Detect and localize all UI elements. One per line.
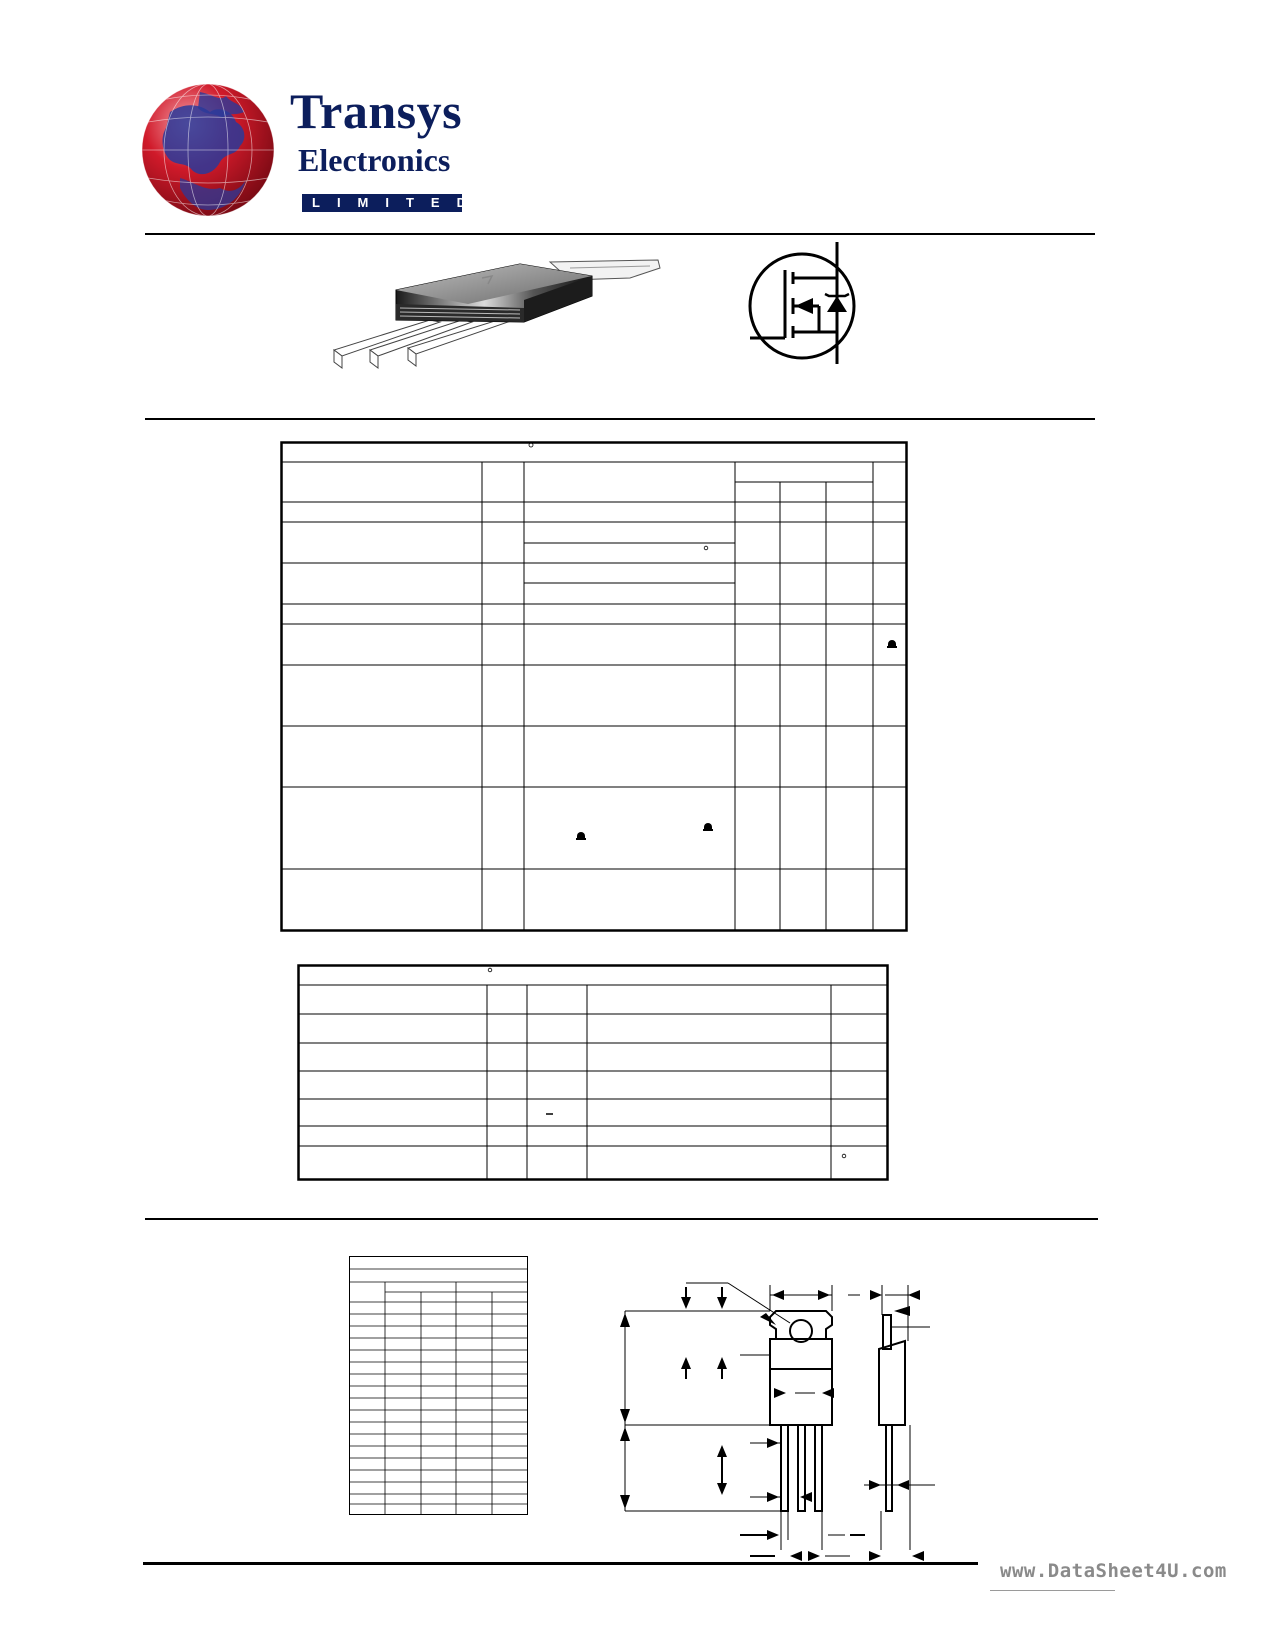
to220-package-icon xyxy=(330,250,670,380)
section-rule-1 xyxy=(145,418,1095,420)
header-rule xyxy=(145,233,1095,235)
footer-watermark[interactable]: www.DataSheet4U.com xyxy=(1000,1560,1227,1582)
electrical-characteristics-table xyxy=(280,441,910,933)
mosfet-symbol-icon xyxy=(745,240,865,368)
company-tag: LIMITED xyxy=(302,194,462,212)
dimensions-table xyxy=(349,1256,529,1516)
ratings-table xyxy=(297,964,891,1184)
company-name: Transys xyxy=(290,83,463,139)
company-subtitle: Electronics xyxy=(298,142,451,178)
section-rule-2 xyxy=(145,1218,1098,1220)
package-outline-drawing-icon xyxy=(600,1245,960,1570)
globe-europe-icon xyxy=(140,82,276,218)
watermark-underline xyxy=(990,1590,1115,1591)
